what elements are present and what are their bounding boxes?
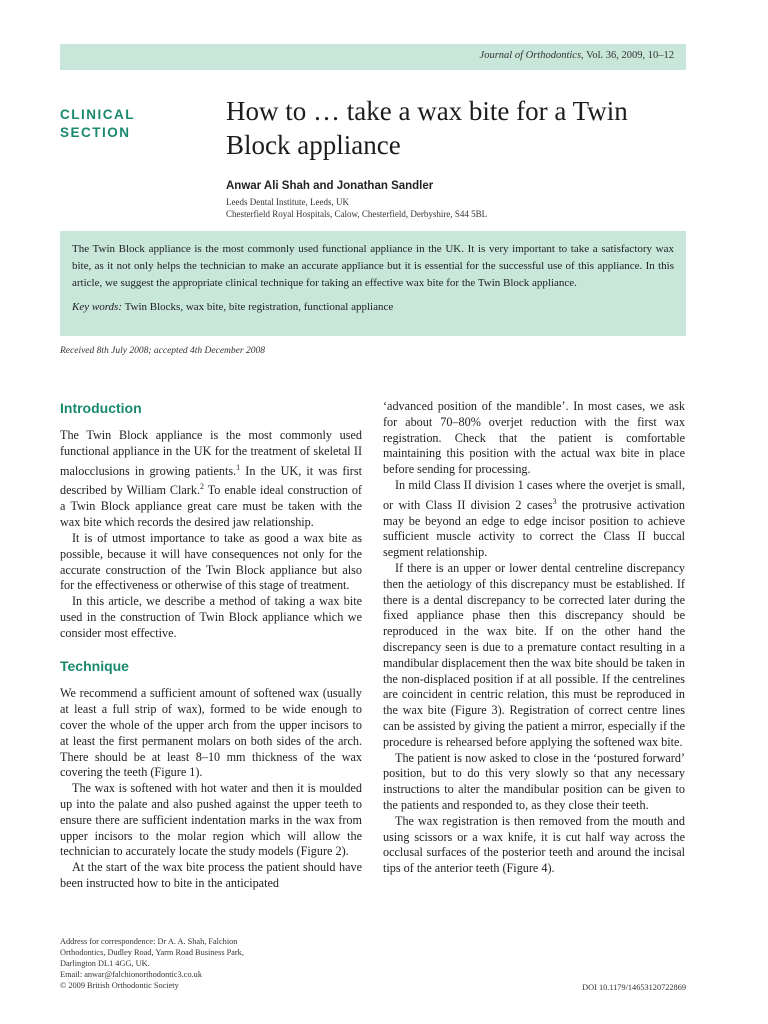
keywords <box>72 299 674 316</box>
section-label-line1: CLINICAL <box>60 107 135 122</box>
reference-3: 3 <box>552 496 557 506</box>
reference-2: 2 <box>200 482 205 492</box>
keywords-label: Key words: <box>72 301 123 313</box>
correspondence-address <box>60 936 362 991</box>
technique-paragraph-3: At the start of the wax bite process the patient should have been instructed how to bite in the anticipated <box>60 860 362 891</box>
right-column <box>383 399 685 877</box>
affiliation-2: Chesterfield Royal Hospitals, Calow, Chesterfield, Derbyshire, S44 5BL <box>226 209 488 219</box>
right-paragraph-5: The wax registration is then removed from the mouth and using scissors or a wax knife, it is cut half way across the occlusal surfaces of the posterior teeth and around the incisal tips of the anterior teeth (Figure 4). <box>383 813 685 876</box>
left-column <box>60 399 362 892</box>
abstract-text: The Twin Block appliance is the most commonly used functional appliance in the UK. It is very important to take a satisfactory wax bite, as it not only helps the technician to make an accurate appliance but it is essential for the successful use of this appliance. In this article, we suggest the appropriate clinical technique for taking an effective wax bite for the Twin Block appliance. <box>72 243 674 289</box>
doi: DOI 10.1179/14653120722869 <box>582 983 686 992</box>
section-label <box>60 106 135 142</box>
journal-citation <box>480 50 674 61</box>
intro-paragraph-3: In this article, we describe a method of taking a wax bite used in the construction of Twin Block appliance which we consider most effective. <box>60 594 362 640</box>
journal-name: Journal of Orthodontics <box>479 50 582 61</box>
technique-paragraph-2: The wax is softened with hot water and then it is moulded up into the palate and also pushed against the upper teeth to ensure there are sufficient indentation marks in the wax from upper incisors to the molar region which will allow the technician to accurately locate the study models (Figure 2). <box>60 781 362 859</box>
address-line: Darlington DL1 4GG, UK. <box>60 959 150 968</box>
reference-1: 1 <box>236 462 241 472</box>
right-paragraph-3: If there is an upper or lower dental centreline discrepancy then the aetiology of this discrepancy must be established. If there is a dental discrepancy to be corrected later during the fixed appliance phase then this discrepancy should be reproduced in the wax bite. If on the other hand the discrepancy seen is due to a premature contact resulting in a mandibular displacement then the wax bite should be taken in the non-displaced position if at all possible. If the centrelines are coincident in centric relation, this must be reproduced in the wax bite (Figure 3). Registration of correct centre lines can be assisted by giving the patient a mirror, especially if the procedure is rehearsed before applying the softened wax bite. <box>383 561 685 749</box>
intro-paragraph-2: It is of utmost importance to take as good a wax bite as possible, because it will have consequences not only for the accurate construction of the Twin Block appliance but also for the effectiveness or otherwise of this stage of treatment. <box>60 530 362 593</box>
received-dates: Received 8th July 2008; accepted 4th December 2008 <box>60 346 265 356</box>
authors: Anwar Ali Shah and Jonathan Sandler <box>226 180 434 192</box>
abstract-box <box>60 231 686 336</box>
right-paragraph-2: In mild Class II division 1 cases where the overjet is small, or with Class II division 2 cases$^3$ the protrusive activation may be beyond an edge to edge incisor position to achieve sufficient muscle activity to correct the Class II buccal segment relationship. <box>383 477 685 560</box>
email-line: Email: anwar@falchionorthodontic3.co.uk <box>60 970 202 979</box>
copyright-line: © 2009 British Orthodontic Society <box>60 981 179 990</box>
technique-paragraph-1: We recommend a sufficient amount of softened wax (usually at least a full strip of wax), formed to be wide enough to cover the whole of the upper arch from the upper incisors to at least the first permanent molars on both sides of the arch. There should be at least 8–10 mm thickness of the wax covering the teeth (Figure 1). <box>60 686 362 780</box>
journal-volume: , Vol. 36, 2009, 10–12 <box>581 50 674 61</box>
technique-heading: Technique <box>60 658 129 675</box>
right-paragraph-1: ‘advanced position of the mandible’. In most cases, we ask for about 70–80% overjet reduction with the first wax registration. Check that the patient is comfortable maintaining this position with the actual wax bite in place before sending for processing. <box>383 399 685 477</box>
affiliation-1: Leeds Dental Institute, Leeds, UK <box>226 197 349 207</box>
introduction-heading: Introduction <box>60 400 142 416</box>
section-label-line2: SECTION <box>60 125 131 140</box>
keywords-list: Twin Blocks, wax bite, bite registration, functional appliance <box>122 301 394 313</box>
intro-paragraph-1: The Twin Block appliance is the most commonly used functional appliance in the UK for the treatment of skeletal II malocclusions in growing patients.$^1$ In the UK, it was first described by William Clark.$^2$ To enable ideal construction of a Twin Block appliance great care must be taken with the wax bite which records the desired jaw relationship. <box>60 428 362 530</box>
address-line: Address for correspondence: Dr A. A. Shah, Falchion <box>60 937 238 946</box>
article-title: How to … take a wax bite for a Twin Block appliance <box>226 96 628 160</box>
address-line: Orthodontics, Dudley Road, Yarm Road Business Park, <box>60 948 244 957</box>
right-paragraph-4: The patient is now asked to close in the ‘postured forward’ position, but to do this very slowly so that any necessary instructions to alter the mandibular position can be given to the patients and responded to, as they close their teeth. <box>383 750 685 812</box>
